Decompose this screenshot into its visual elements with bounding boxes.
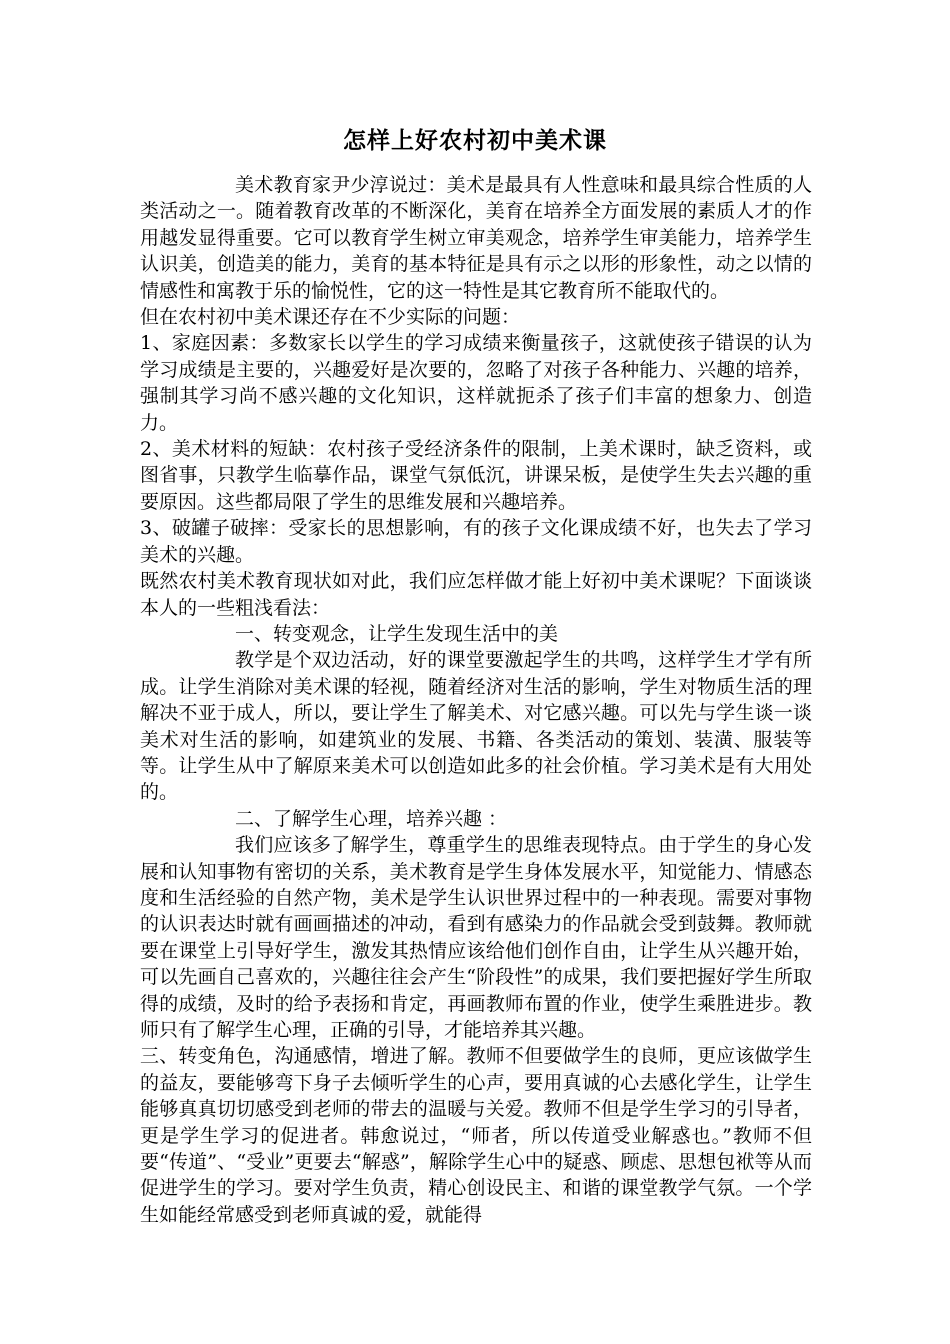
section-heading-2: 二、了解学生心理，培养兴趣 ： (235, 807, 508, 830)
paragraph-problems-lead: 但在农村初中美术课还存在不少实际的问题： (140, 306, 521, 329)
section-heading-1: 一、转变观念，让学生发现生活中的美 (235, 622, 559, 645)
paragraph-problem-2: 2、美术材料的短缺：农村孩子受经济条件的限制，上美术课时，缺乏资料，或图省事，只教学生临摹作品，课堂气氛低沉，讲课呆板，是使学生失去兴趣的重要原因。这些都局限了学生的思维发展和兴趣培养。 (140, 438, 812, 513)
paragraph-section-3: 三、转变角色，沟通感情，增进了解。教师不但要做学生的良师，更应该做学生的益友，要能够弯下身子去倾听学生的心声，要用真诚的心去感化学生，让学生能够真真切切感受到老师的带去的温暖与关爱。教师不但是学生学习的引导者，更是学生学习的促进者。韩愈说过，“师者，所以传道受业解惑也。”教师不但要“传道”、“受业”更要去“解惑”，解除学生心中的疑惑、顾虑、思想包袱等从而促进学生的学习。要对学生负责，精心创设民主、和谐的课堂教学气氛。一个学生如能经常感受到老师真诚的爱，就能得 (140, 1045, 812, 1226)
paragraph-section-2: 我们应该多了解学生，尊重学生的思维表现特点。由于学生的身心发展和认知事物有密切的关系，美术教育是学生身体发展水平，知觉能力、情感态度和生活经验的自然产物，美术是学生认识世界过程中的一种表现。需要对事物的认识表达时就有画画描述的冲动，看到有感染力的作品就会受到鼓舞。教师就要在课堂上引导好学生，激发其热情应该给他们创作自由，让学生从兴趣开始，可以先画自己喜欢的，兴趣往往会产生“阶段性”的成果，我们要把握好学生所取得的成绩，及时的给予表扬和肯定，再画教师布置的作业，使学生乘胜进步。教师只有了解学生心理，正确的引导，才能培养其兴趣。 (140, 834, 812, 1041)
paragraph-problem-1: 1、家庭因素：多数家长以学生的学习成绩来衡量孩子，这就使孩子错误的认为学习成绩是主要的，兴趣爱好是次要的，忽略了对孩子各种能力、兴趣的培养，强制其学习尚不感兴趣的文化知识，这样就扼杀了孩子们丰富的想象力、创造力。 (140, 332, 812, 434)
paragraph-intro: 美术教育家尹少淳说过：美术是最具有人性意味和最具综合性质的人类活动之一。随着教育改革的不断深化，美育在培养全方面发展的素质人才的作用越发显得重要。它可以教育学生树立审美观念，培养学生审美能力，培养学生认识美，创造美的能力，美育的基本特征是具有示之以形的形象性，动之以情的情感性和寓教于乐的愉悦性，它的这一特性是其它教育所不能取代的。 (140, 174, 812, 302)
paragraph-problem-3: 3、破罐子破摔：受家长的思想影响，有的孩子文化课成绩不好，也失去了学习美术的兴趣。 (140, 517, 812, 566)
paragraph-section-1: 教学是个双边活动，好的课堂要激起学生的共鸣，这样学生才学有所成。让学生消除对美术课的轻视，随着经济对生活的影响，学生对物质生活的理解决不亚于成人，所以，要让学生了解美术、对它感兴趣。可以先与学生谈一谈美术对生活的影响，如建筑业的发展、书籍、各类活动的策划、装潢、服装等等。让学生从中了解原来美术可以创造如此多的社会价植。学习美术是有大用处的。 (140, 649, 812, 804)
paragraph-transition: 既然农村美术教育现状如对此，我们应怎样做才能上好初中美术课呢？下面谈谈本人的一些粗浅看法： (140, 570, 812, 619)
document-title: 怎样上好农村初中美术课 (343, 127, 607, 154)
document-body (140, 172, 812, 1228)
